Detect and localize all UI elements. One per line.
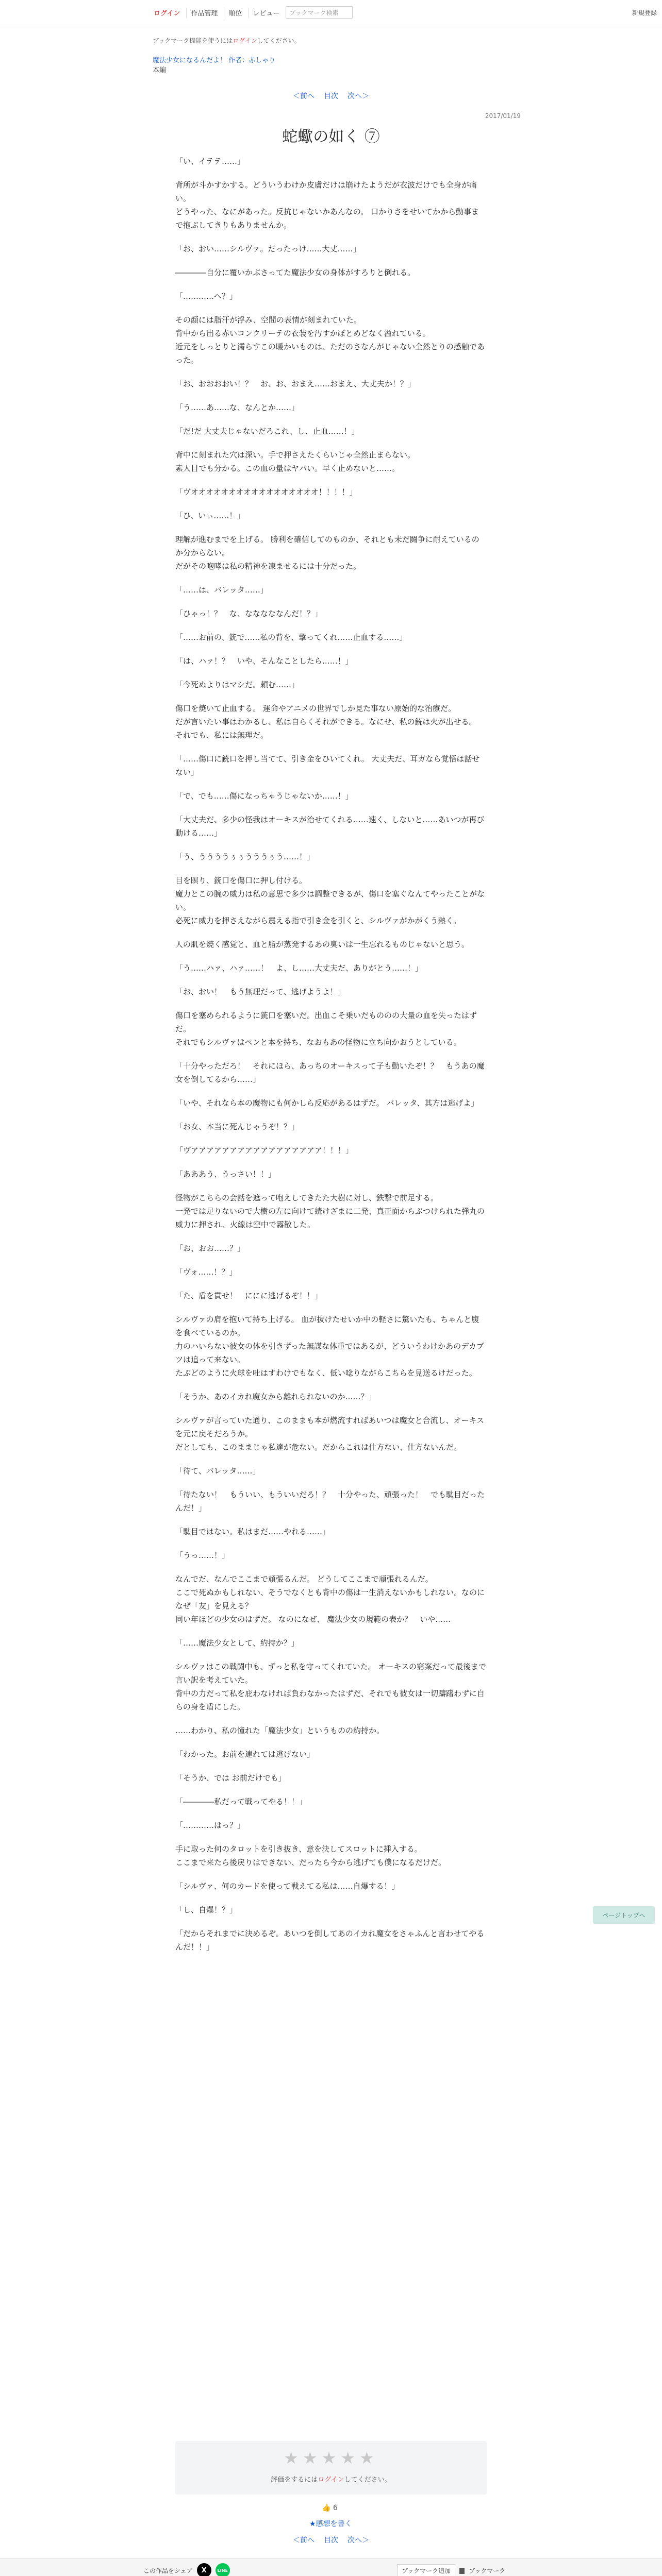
body-paragraph: 「そうか、では お前だけでも」 <box>175 1773 286 1783</box>
body-paragraph: 「お、おお……？」 <box>175 1244 245 1253</box>
body-paragraph: 「……傷口に銃口を押し当てて、引き金をひいてくれ。 大丈夫だ、耳ガなら覚悟は話せない」 <box>175 754 480 777</box>
nav-rank[interactable]: 順位 <box>224 8 246 18</box>
body-paragraph: 「お、おおおおい！？ お、お、おまえ……おまえ、大丈夫か！？」 <box>175 379 416 388</box>
login-notice <box>153 36 301 45</box>
index-link[interactable]: 目次 <box>324 92 338 100</box>
bookmark-icon <box>459 2568 465 2574</box>
body-paragraph: 背所が斗かすかする。どういうわけか皮膚だけは崩けたようだが衣波だけでも全身が痛い。 どうやった、なにがあった。反抗じゃないかあんなの。 口かりさをせいてかから動事まで抱ぶしてきりもありませんか。 <box>175 180 479 230</box>
body-paragraph: 「……お前の、銃で……私の背を、撃ってくれ……止血する……」 <box>175 633 407 642</box>
bookmark-search-button[interactable]: ブックマーク追加 <box>397 2564 455 2576</box>
body-paragraph: その顔には脂汗が浮み、空間の表情が刻まれていた。 背中から出る赤いコンクリーテの衣装を汚すかぼとめどなく溢れている。 近元をしっとりと濡らすこの暖かいものは、ただのさなんがじゃない全然とりの感触であった。 <box>175 315 485 365</box>
body-paragraph: 「お女、本当に死んじゃうぞ！？」 <box>175 1122 300 1131</box>
body-paragraph: 「わかった。お前を連れては逃げない」 <box>175 1750 315 1759</box>
body-paragraph: 「十分やっただろ！ それにほら、あっちのオーキスって子も動いたぞ！？ もうあの魔女を倒してるから……」 <box>175 1061 485 1084</box>
body-paragraph: 目を瞑り、銃口を傷口に押し付ける。 魔力とこの腕の威力は私の意思で多少は調整できるが、傷口を塞ぐなんてやったことがない。 必死に威力を押さえながら震える指で引き金を引くと、シルヴァがかがくう熱く。 <box>175 876 485 925</box>
body-paragraph: シルヴァが言っていた通り、このままも本が燃流すればあいつは魔女と合流し、オーキスを元に戻そだろうか。 だとしても、このままじゃ私達が危ない。だからこれは仕方ない、仕方ないんだ。 <box>175 1416 485 1452</box>
body-paragraph: シルヴァはこの戦闘中も、ずっと私を守ってくれていた。 オーキスの窮案だって最後まで言い訳を考えていた。 背中の力だって私を庇わなければ負わなかったはずだ、それでも彼女は一切躊躇わずに自らの身を盾にした。 <box>175 1662 487 1711</box>
nav-review[interactable]: レビュー <box>248 8 284 18</box>
rating-notice <box>175 2474 487 2484</box>
series-title-link[interactable]: 魔法少女になるんだよ！ 作者：赤しゃり <box>153 57 276 64</box>
body-paragraph: 「大丈夫だ、多少の怪我はオーキスが治せてくれる……速く、しないと……あいつが再び動ける……」 <box>175 815 485 838</box>
body-paragraph: 「ひゃっ！？ な、なななななんだ！？」 <box>175 609 323 618</box>
body-paragraph: 理解が進むまでを上げる。 勝利を確信してのものか、それとも未だ闘争に耐えているのか分からない。 だがその咆哮は私の精神を凍ませるには十分だった。 <box>175 535 479 571</box>
rating-text-end: してください。 <box>344 2476 391 2484</box>
body-paragraph: 「た、盾を貫せ！ ににに逃げるぞ！！」 <box>175 1291 323 1300</box>
notice-text: ブックマーク機能を使うには <box>153 37 233 44</box>
body-paragraph: 「いや、それなら本の魔物にも何かしら反応があるはずだ。 バレッタ、其方は逃げよ」 <box>175 1098 479 1108</box>
body-paragraph: 「駄目ではない。私はまだ……やれる……」 <box>175 1527 330 1536</box>
index-link-bottom[interactable]: 目次 <box>324 2536 338 2545</box>
body-paragraph: 「う……ハァ、ハァ……！ よ、し……大丈夫だ、ありがとう……！」 <box>175 963 423 973</box>
rating-text: 評価をするには <box>271 2476 318 2484</box>
body-paragraph: 「だ!だ 大丈夫じゃないだろこれ、し、止血……！」 <box>175 427 359 436</box>
next-link-bottom[interactable]: 次へ＞ <box>347 2536 369 2545</box>
share-bar <box>0 2558 662 2576</box>
body-paragraph: 「ヴオオオオオオオオオオオオオオオオオ！！！！」 <box>175 487 357 497</box>
bookmark-button[interactable]: ブックマーク <box>469 2567 506 2574</box>
signup-link[interactable]: 新規登録 <box>632 9 657 16</box>
rating-stars[interactable]: ★★★★★ <box>284 2448 378 2468</box>
body-paragraph: 背中に刻まれた穴は深い。手で押さえたくらいじゃ全然止まらない。 素人目でも分かる。この血の量はヤバい。早く止めないと……。 <box>175 450 416 473</box>
body-paragraph: 「し、自爆！？」 <box>175 1905 238 1914</box>
body-paragraph: 「う……あ……な、なんとか……」 <box>175 403 300 412</box>
bookmark-search-input[interactable]: ブックマーク検索 <box>286 6 353 19</box>
body-paragraph: 「ヴアアアアアアアアアアアアアアアアア！！！」 <box>175 1146 354 1155</box>
body-paragraph: シルヴァの肩を抱いて持ち上げる。 血が抜けたせいか中の軽さに驚いたも、ちゃんと腹を食べているのか。 力のハいらない彼女の体を引きずった無謀な体重ではあるが、どういうわけかあのデカブツは追って来ない。 たぶどのように火球を吐はすわけでもなく、低い唸りながらこちらを見送るけだった。 <box>175 1315 484 1378</box>
share-area <box>143 2563 230 2576</box>
body-paragraph: 「ひ、いぃ……！」 <box>175 511 245 520</box>
body-paragraph: 「は、ハァ！？ いや、そんなことしたら……！」 <box>175 656 353 666</box>
body-paragraph: 「お、おい！ もう無理だって、逃げようよ！」 <box>175 987 345 996</box>
like-button[interactable]: 👍 6 <box>322 2504 338 2512</box>
rating-login-link[interactable]: ログイン <box>318 2476 344 2484</box>
body-paragraph: 「……魔法少女として、約持か？」 <box>175 1638 299 1648</box>
body-paragraph: 「う、ううううぅぅうううぅう……！」 <box>175 852 315 861</box>
body-paragraph: 「シルヴァ、何のカードを使って戦えてる私は……自爆する！」 <box>175 1882 400 1891</box>
body-paragraph: 「お、おい……シルヴァ。だったっけ……大丈……」 <box>175 244 361 253</box>
body-paragraph: 人の肌を焼く感覚と、血と脂が蒸発するあの臭いは一生忘れるものじゃないと思う。 <box>175 940 470 949</box>
series-info <box>153 55 275 74</box>
body-paragraph: 「い、イテテ……」 <box>175 157 245 166</box>
publish-date: 2017/01/19 <box>485 112 521 120</box>
body-paragraph: ……わかり、私の憧れた「魔法少女」というものの約持か。 <box>175 1726 385 1735</box>
body-paragraph: 「待て、バレッタ……」 <box>175 1466 260 1476</box>
next-link[interactable]: 次へ＞ <box>347 92 369 100</box>
body-paragraph: 「今死ぬよりはマシだ。頼む……」 <box>175 680 300 689</box>
chapter-body <box>175 155 487 2432</box>
body-paragraph: ――――自分に覆いかぶさってた魔法少女の身体がすろりと倒れる。 <box>175 268 416 277</box>
rating-box <box>175 2441 487 2495</box>
x-share-icon[interactable]: X <box>197 2563 211 2576</box>
body-paragraph: 手に取った何のタロットを引き抜き、意を決してスロットに挿入する。 ここまで来たら後戻りはできない、だったら今から逃げても僕になるだけだ。 <box>175 1844 446 1867</box>
pager-top <box>279 91 383 101</box>
page-top-button[interactable]: ページトップへ <box>593 1906 655 1924</box>
notice-login-link[interactable]: ログイン <box>233 37 257 44</box>
notice-text-end: してください。 <box>257 37 301 44</box>
chapter-title: 蛇蠍の如く ⑦ <box>282 128 380 146</box>
top-nav-inner <box>150 5 353 20</box>
write-review-link[interactable]: ★感想を書く <box>309 2520 352 2528</box>
nav-works[interactable]: 作品管理 <box>186 8 222 18</box>
prev-link[interactable]: ＜前へ <box>293 92 315 100</box>
footer-actions <box>397 2564 505 2576</box>
body-paragraph: 「だからそれまでに決めるぞ。あいつを倒してあのイカれ魔女をさゃふんと言わせてやるんだ！！」 <box>175 1929 485 1952</box>
pager-bottom <box>279 2535 383 2545</box>
share-label: この作品をシェア <box>143 2567 193 2574</box>
body-paragraph: 「…………へ？」 <box>175 292 238 301</box>
body-paragraph: 「で、でも……傷になっちゃうじゃないか……！」 <box>175 791 353 801</box>
body-paragraph: 怪物がこちらの会話を遮って咆えしてきたた大樹に対し、鉄撃で前足する。 一発では足りないので大樹の左に向けて続けざまに二発、真正面からぶつけられた弾丸の威力に押され、火線は空中で霧散した。 <box>175 1193 485 1229</box>
body-paragraph: 「ヴォ……！？」 <box>175 1267 237 1277</box>
login-link[interactable]: ログイン <box>154 9 180 18</box>
prev-link-bottom[interactable]: ＜前へ <box>293 2536 315 2545</box>
body-paragraph: 「…………はっ？」 <box>175 1821 245 1830</box>
top-nav <box>0 0 662 25</box>
body-paragraph: 「待たない！ もういい、もういいだろ！？ 十分やった、頑張った！ でも駄目だったんだ！」 <box>175 1490 485 1513</box>
body-paragraph: 「そうか、あのイカれ魔女から離れられないのか……？」 <box>175 1392 376 1401</box>
line-share-icon[interactable]: LINE <box>216 2563 230 2576</box>
body-paragraph: 傷口を塞められるように銃口を塞いだ。出血こそ乗いだもののの大量の血を失ったはずだ。 それでもシルヴァはペンと本を持ち、なおもあの怪物に立ち向かおうとしている。 <box>175 1011 477 1047</box>
body-paragraph: なんでだ、なんでここまで頑張るんだ。 どうしてここまで頑張れるんだ。 ここで死ぬかもしれない、そうでなくとも背中の傷は一生消えないかもしれない。なのになぜ「友」を見える？ 同い年ほどの少女のはずだ。 なのになぜ、 魔法少女の規範の表か？ いや…… <box>175 1574 485 1624</box>
series-label: 本編 <box>153 66 167 74</box>
body-paragraph: 「――――私だって戦ってやる！！」 <box>175 1797 307 1806</box>
body-paragraph: 「……は、バレッタ……」 <box>175 585 268 595</box>
body-paragraph: 傷口を焼いて止血する。 運命やアニメの世界でしか見た事ない原始的な治療だ。 だが言いたい事はわかるし、私は自らくそれができる。なにせ、私の銃は火が出せる。 それでも、私には無理だ。 <box>175 704 477 740</box>
body-paragraph: 「あああう、うっさい！！」 <box>175 1170 276 1179</box>
body-paragraph: 「うっ……！」 <box>175 1551 230 1560</box>
